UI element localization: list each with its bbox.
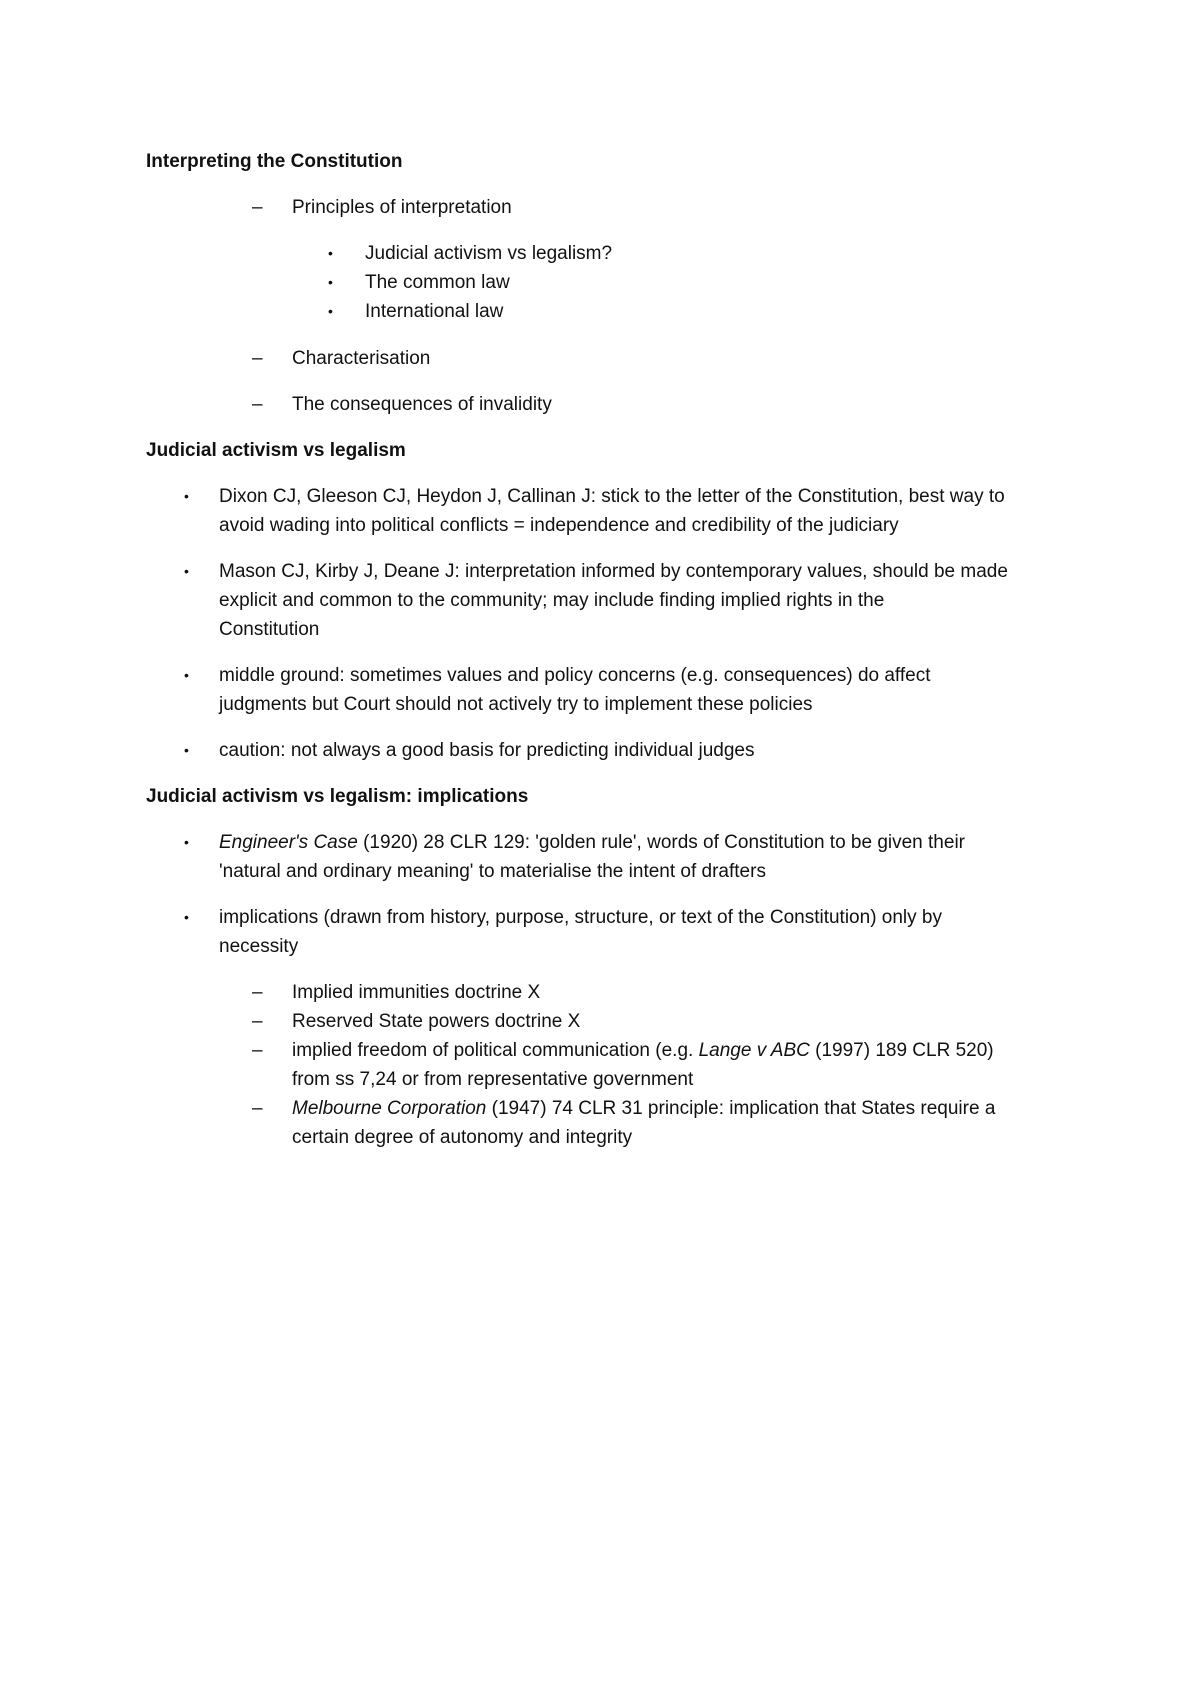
paragraph-implications-line-2: necessity (219, 936, 299, 957)
list-item-international-law: International law (365, 301, 504, 322)
heading-implications: Judicial activism vs legalism: implications (146, 786, 529, 807)
bullet-marker: • (184, 563, 189, 579)
citation-text: (1997) 189 CLR 520) (809, 1040, 994, 1061)
list-item-invalidity: The consequences of invalidity (292, 394, 552, 415)
paragraph-activism-line-3: Constitution (219, 619, 320, 640)
heading-activism-vs-legalism: Judicial activism vs legalism (146, 440, 406, 461)
dash-marker: – (252, 348, 263, 369)
case-name-lange: Lange v ABC (698, 1040, 810, 1061)
bullet-marker: • (184, 834, 189, 850)
text-segment: implied freedom of political communication (e.g. (292, 1040, 699, 1061)
list-item-characterisation: Characterisation (292, 348, 431, 369)
dash-marker: – (252, 1098, 263, 1119)
bullet-marker: • (184, 667, 189, 683)
dash-marker: – (252, 1011, 263, 1032)
list-item-political-communication-line-1 (292, 1036, 994, 1065)
paragraph-legalism-line-2: avoid wading into political conflicts = independence and credibility of the judiciary (219, 515, 899, 536)
bullet-marker: • (328, 245, 333, 261)
citation-text: (1920) 28 CLR 129: 'golden rule', words of Constitution to be given their (357, 832, 965, 853)
dash-marker: – (252, 394, 263, 415)
list-item-common-law: The common law (365, 272, 510, 293)
paragraph-legalism-line-1: Dixon CJ, Gleeson CJ, Heydon J, Callinan J: stick to the letter of the Constitution, best way to (219, 486, 1005, 507)
paragraph-activism-line-2: explicit and common to the community; may include finding implied rights in the (219, 590, 885, 611)
list-item-activism: Judicial activism vs legalism? (365, 243, 613, 264)
paragraph-caution: caution: not always a good basis for predicting individual judges (219, 740, 755, 761)
bullet-marker: • (184, 742, 189, 758)
list-item-melbourne-corporation-line-1 (292, 1094, 995, 1123)
case-name-engineers: Engineer's Case (219, 832, 358, 853)
dash-marker: – (252, 982, 263, 1003)
paragraph-middle-ground-line-2: judgments but Court should not actively try to implement these policies (219, 694, 813, 715)
list-item-reserved-powers: Reserved State powers doctrine X (292, 1011, 581, 1032)
dash-marker: – (252, 1040, 263, 1061)
bullet-marker: • (328, 274, 333, 290)
paragraph-implications-line-1: implications (drawn from history, purpose, structure, or text of the Constitution) only by (219, 907, 943, 928)
paragraph-engineers-line-1 (219, 828, 965, 857)
list-item-principles: Principles of interpretation (292, 197, 512, 218)
bullet-marker: • (328, 303, 333, 319)
heading-interpreting-constitution: Interpreting the Constitution (146, 151, 403, 172)
bullet-marker: • (184, 488, 189, 504)
dash-marker: – (252, 197, 263, 218)
paragraph-activism-line-1: Mason CJ, Kirby J, Deane J: interpretation informed by contemporary values, should be made (219, 561, 1008, 582)
list-item-implied-immunities: Implied immunities doctrine X (292, 982, 541, 1003)
list-item-melbourne-corporation-line-2: certain degree of autonomy and integrity (292, 1127, 633, 1148)
list-item-political-communication-line-2: from ss 7,24 or from representative government (292, 1069, 694, 1090)
bullet-marker: • (184, 909, 189, 925)
case-name-melbourne-corporation: Melbourne Corporation (292, 1098, 487, 1119)
paragraph-engineers-line-2: 'natural and ordinary meaning' to materialise the intent of drafters (219, 861, 766, 882)
paragraph-middle-ground-line-1: middle ground: sometimes values and policy concerns (e.g. consequences) do affect (219, 665, 931, 686)
citation-text: (1947) 74 CLR 31 principle: implication that States require a (486, 1098, 996, 1119)
